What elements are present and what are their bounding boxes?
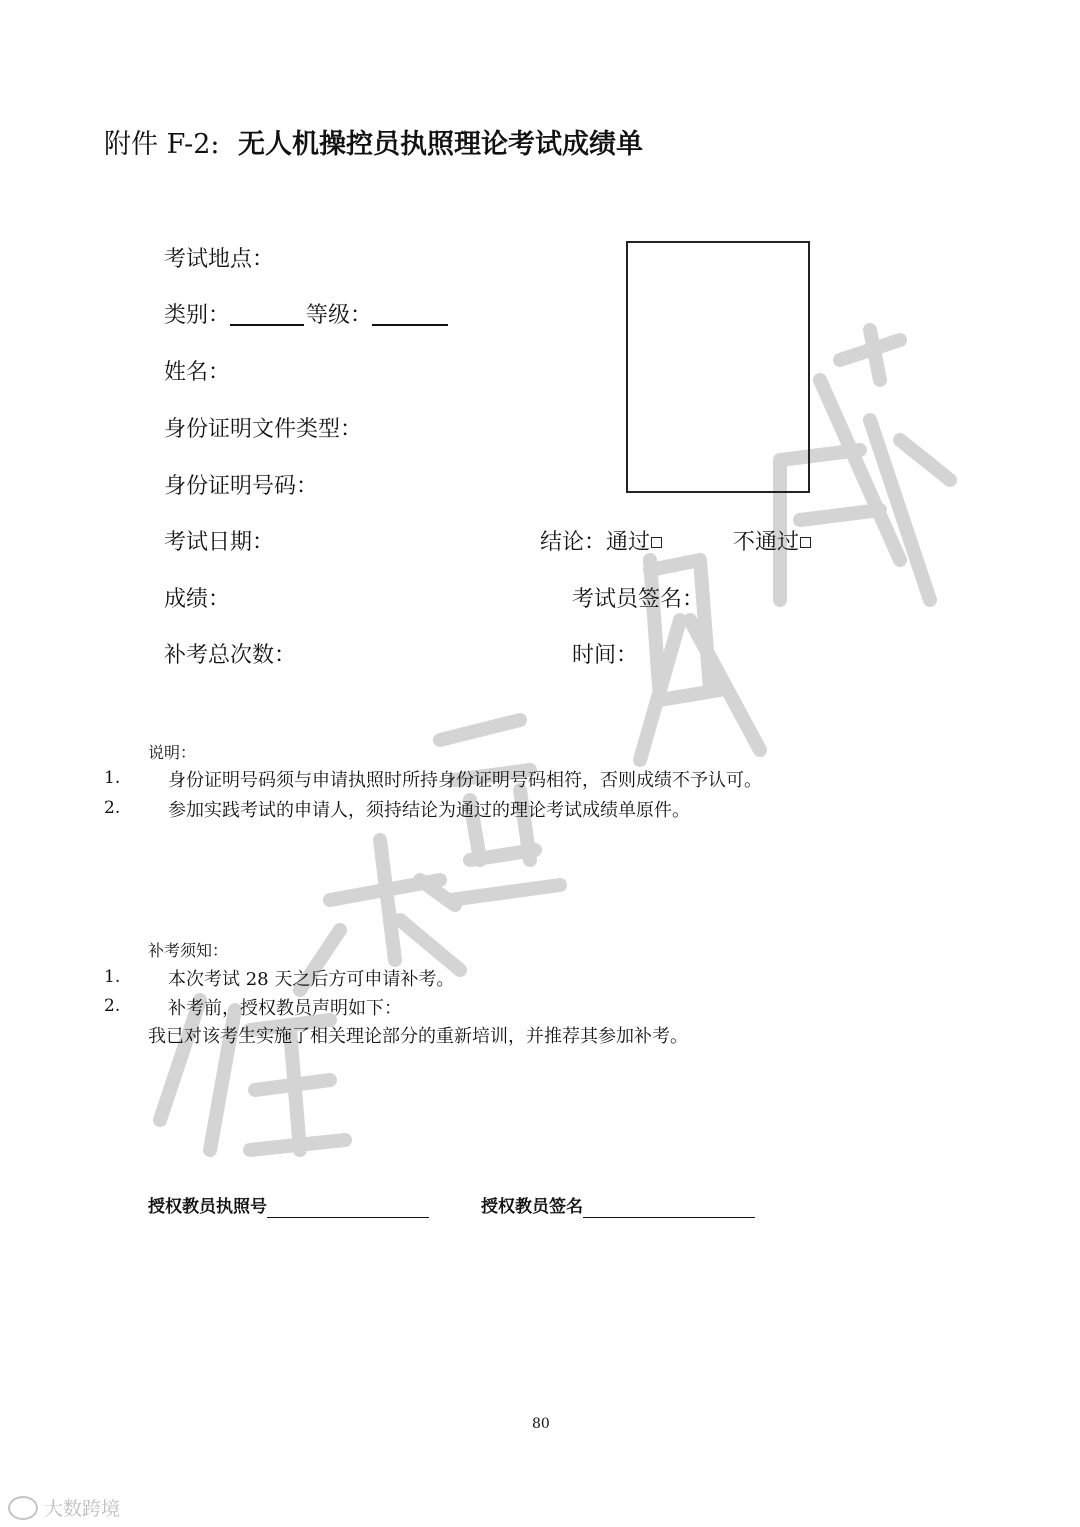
signature-label: 授权教员签名 (481, 1197, 583, 1217)
page-number: 80 (532, 1416, 550, 1432)
signature-blank[interactable] (583, 1199, 755, 1218)
category-label: 类别： (164, 303, 231, 328)
examiner-sign-label: 考试员签名： (572, 587, 705, 612)
score-label: 成绩： (164, 587, 231, 612)
exam-location-label: 考试地点： (164, 247, 275, 272)
signature-row (481, 1192, 755, 1218)
fail-label: 不通过 (733, 530, 800, 555)
conclusion-fail (733, 525, 811, 556)
logo-icon (8, 1496, 38, 1520)
grade-blank[interactable] (372, 302, 448, 326)
watermark-text: 征求意见稿 (0, 0, 5, 1)
conclusion-label: 结论：通过 (540, 530, 651, 555)
retake-heading: 补考须知： (148, 941, 229, 960)
note-text: 身份证明号码须与申请执照时所持身份证明号码相符，否则成绩不予认可。 (168, 770, 762, 791)
conclusion-pass (540, 525, 662, 556)
name-label: 姓名： (164, 360, 231, 385)
notes-heading: 说明： (148, 743, 197, 762)
id-type-label: 身份证明文件类型： (164, 417, 363, 442)
license-no-blank[interactable] (267, 1199, 429, 1218)
retake-count-label: 补考总次数： (164, 643, 297, 668)
category-blank[interactable] (230, 302, 304, 326)
retake-number: 2. (104, 996, 121, 1016)
time-label: 时间： (572, 643, 639, 668)
footer-logo (8, 1494, 120, 1521)
page-title: 无人机操控员执照理论考试成绩单 (238, 129, 643, 160)
fail-checkbox[interactable] (800, 537, 811, 548)
id-number-label: 身份证明号码： (164, 474, 319, 499)
note-number: 2. (104, 798, 121, 818)
retake-text: 本次考试 28 天之后方可申请补考。 (168, 969, 455, 990)
title-prefix: 附件 F-2: (104, 129, 220, 160)
retake-text: 补考前，授权教员声明如下： (168, 998, 402, 1019)
note-number: 1. (104, 768, 121, 788)
note-text: 参加实践考试的申请人，须持结论为通过的理论考试成绩单原件。 (168, 800, 690, 821)
pass-checkbox[interactable] (651, 537, 662, 548)
grade-label: 等级： (306, 303, 373, 328)
photo-box (626, 241, 810, 493)
category-grade-row (164, 298, 448, 329)
retake-statement: 我已对该考生实施了相关理论部分的重新培训，并推荐其参加补考。 (148, 1026, 688, 1047)
exam-date-label: 考试日期： (164, 530, 275, 555)
footer-logo-text: 大数跨境 (44, 1498, 121, 1520)
retake-number: 1. (104, 967, 121, 987)
license-no-row (148, 1192, 429, 1218)
license-no-label: 授权教员执照号 (148, 1197, 267, 1217)
